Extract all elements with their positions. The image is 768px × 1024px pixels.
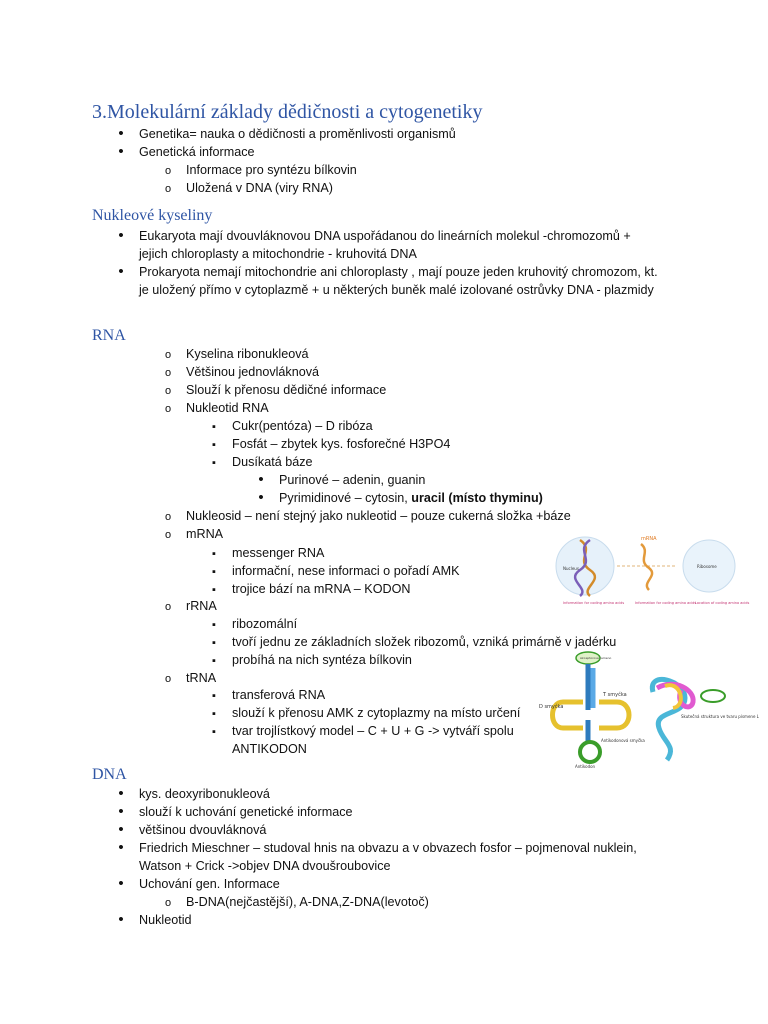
list-item: o Slouží k přenosu dědičné informace [186,381,386,399]
t-loop-shape [599,702,629,728]
figure-label: D smyčka [539,704,564,710]
figure-label: Akceptorové rameno [580,656,612,660]
list-item: ▪ ribozomální [232,615,297,633]
list-item: o Informace pro syntézu bílkovin [186,161,357,179]
bullet [162,893,174,912]
list-item: • Eukaryota mají dvouvláknovou DNA uspořádanou do lineárních molekul -chromozomů + jejich chloroplasty a mitochondrie - kruhovitá DNA [139,227,659,263]
figure-label: T smyčka [603,692,627,698]
bullet [162,597,174,616]
section-heading-dna: DNA [92,766,127,783]
page-title: 3.Molekulární základy dědičnosti a cytogenetiky [92,101,483,123]
bullet [208,686,220,705]
bullet [115,143,127,161]
bullet [115,875,127,893]
list-item: • kys. deoxyribonukleová [139,785,270,803]
list-item: o Nukleosid – není stejný jako nukleotid – pouze cukerná složka +báze [186,507,571,525]
list-item: • Nukleotid [139,911,192,929]
bullet [162,669,174,688]
l-shape-acceptor [701,690,725,702]
figure-label: Location of coding amino acids [695,601,750,605]
section-heading-rna: RNA [92,327,126,344]
list-item: ▪ tvar trojlístkový model – C + U + G -> vytváří spolu ANTIKODON [232,722,524,758]
anticodon-loop-shape [580,742,600,762]
list-item: o Kyselina ribonukleová [186,345,309,363]
bullet [115,263,127,281]
list-item: ▪ Cukr(pentóza) – D ribóza [232,417,373,435]
figure-label: mRNA [641,536,657,542]
list-item: ▪ Dusíkatá báze [232,453,313,471]
section-heading-nucleic: Nukleové kyseliny [92,207,213,224]
figure-label: Information for coding amino acids [563,601,625,605]
emphasis-text: uracil (místo thyminu) [411,491,543,505]
bullet [115,803,127,821]
bullet [208,417,220,436]
list-item: • slouží k uchování genetické informace [139,803,353,821]
bullet [162,399,174,418]
list-item: ▪ Fosfát – zbytek kys. fosforečné H3PO4 [232,435,450,453]
figure-label: Nucleus [563,566,579,571]
bullet [115,821,127,839]
list-item: o Uložená v DNA (viry RNA) [186,179,333,197]
bullet [208,651,220,670]
list-item: ▪ slouží k přenosu AMK z cytoplazmy na místo určení [232,704,520,722]
list-item: • Genetická informace [139,143,255,161]
list-item: o Většinou jednovláknová [186,363,319,381]
bullet [115,839,127,857]
bullet [208,615,220,634]
bullet [208,544,220,563]
bullet [208,453,220,472]
list-item: o mRNA [186,525,223,543]
bullet [208,562,220,581]
list-item: ▪ messenger RNA [232,544,324,562]
bullet [208,704,220,723]
list-item: o tRNA [186,669,216,687]
bullet [208,435,220,454]
bullet [162,179,174,198]
bullet [115,227,127,245]
bullet [115,785,127,803]
list-item: ▪ trojice bází na mRNA – KODON [232,580,410,598]
bullet [162,507,174,526]
figure-label: Ribosome [697,564,717,569]
list-item: ▪ informační, nese informaci o pořadí AMK [232,562,460,580]
bullet [162,381,174,400]
bullet [115,125,127,143]
list-item: ▪ probíhá na nich syntéza bílkovin [232,651,412,669]
list-item: • Genetika= nauka o dědičnosti a proměnlivosti organismů [139,125,456,143]
bullet [115,911,127,929]
list-item: • většinou dvouvláknová [139,821,266,839]
mrna-ribosome-figure [555,530,750,615]
bullet [208,722,220,741]
list-item: ▪ transferová RNA [232,686,325,704]
trna-structure-figure [535,650,759,770]
bullet [208,633,220,652]
bullet [162,525,174,544]
figure-label: Information for coding amino acids [635,601,697,605]
list-item: • Purinové – adenin, guanin [279,471,425,489]
list-item: o Nukleotid RNA [186,399,269,417]
figure-label: Antikodon [575,764,596,769]
list-item: • Prokaryota nemají mitochondrie ani chloroplasty , mají pouze jeden kruhovitý chromozom, kt. je uložený přímo v cytoplazmě + u některých buněk malé izolované ostrůvky DNA - plazmidy [139,263,659,299]
figure-label: Antikodonová smyčka [601,738,645,743]
list-item: o rRNA [186,597,217,615]
figure-label: Skutečná struktura ve tvaru písmene L [681,714,759,719]
mrna-strand [641,544,652,590]
list-item: ▪ tvoří jednu ze základních složek ribozomů, vzniká primárně v jadérku [232,633,616,651]
list-item: • Uchování gen. Informace [139,875,280,893]
bullet [162,161,174,180]
list-item: • Pyrimidinové – cytosin, uracil (místo thyminu) [279,489,543,507]
bullet [255,471,267,489]
list-item: • Friedrich Mieschner – studoval hnis na obvazu a v obvazech fosfor – pojmenoval nuklein, Watson + Crick ->objev DNA dvoušroubovice [139,839,679,875]
list-item: o B-DNA(nejčastější), A-DNA,Z-DNA(levotoč) [186,893,429,911]
bullet [255,489,267,507]
bullet [162,345,174,364]
bullet [162,363,174,382]
